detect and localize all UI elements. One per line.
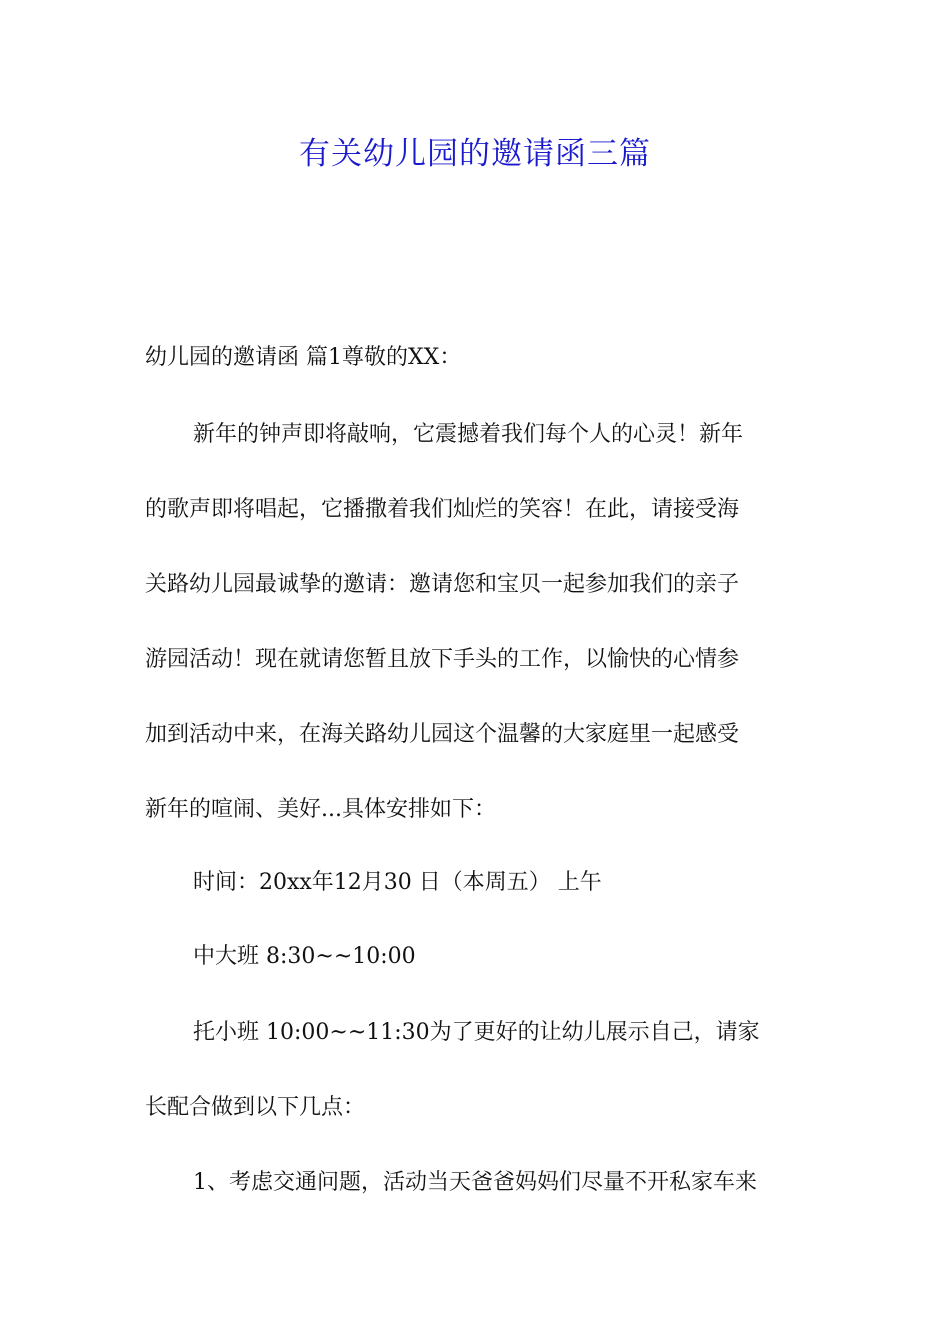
paragraph-line: 新年的喧闹、美好...具体安排如下：	[145, 797, 496, 822]
schedule-class-line: 托小班 10:00~~11:30为了更好的让幼儿展示自己，请家	[193, 1020, 760, 1045]
paragraph-line: 的歌声即将唱起，它播撒着我们灿烂的笑容！在此，请接受海	[145, 497, 740, 522]
paragraph-line: 关路幼儿园最诚挚的邀请：邀请您和宝贝一起参加我们的亲子	[145, 572, 740, 597]
paragraph-line: 长配合做到以下几点：	[145, 1095, 366, 1120]
document-title: 有关幼儿园的邀请函三篇	[299, 136, 651, 172]
paragraph-line-heading: 幼儿园的邀请函 篇1尊敬的XX：	[145, 345, 462, 370]
paragraph-line: 加到活动中来，在海关路幼儿园这个温馨的大家庭里一起感受	[145, 722, 740, 747]
paragraph-line: 游园活动！现在就请您暂且放下手头的工作，以愉快的心情参	[145, 647, 740, 672]
schedule-time-line: 时间：20xx年12月30 日（本周五） 上午	[193, 870, 602, 895]
list-item-line: 1、考虑交通问题，活动当天爸爸妈妈们尽量不开私家车来	[193, 1170, 757, 1195]
paragraph-line: 新年的钟声即将敲响，它震撼着我们每个人的心灵！新年	[193, 422, 744, 447]
schedule-class-line: 中大班 8:30~~10:00	[193, 944, 416, 969]
